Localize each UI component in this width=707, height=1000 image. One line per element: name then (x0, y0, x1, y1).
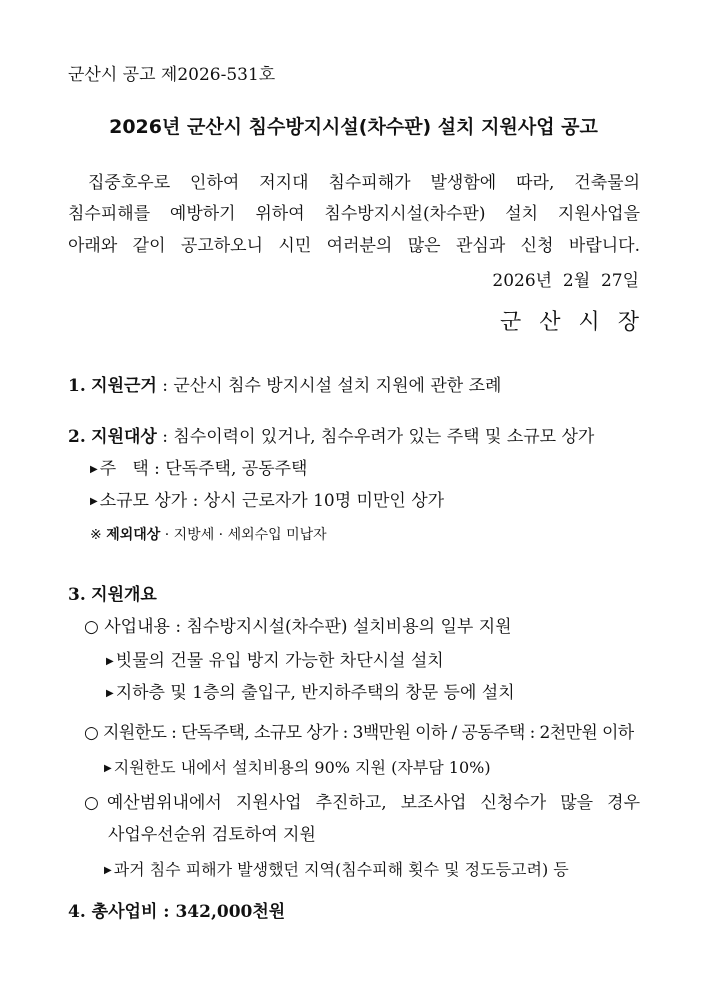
section-text: : 군산시 침수 방지시설 설치 지원에 관한 조례 (156, 376, 502, 396)
item-text: 예산범위내에서 지원사업 추진하고, 보조사업 신청수가 많을 경우 (106, 793, 640, 813)
arrow-bullet-icon: ▶ (106, 688, 114, 699)
section-heading: 지원근거 (91, 376, 157, 396)
item-text: 사업내용 : 침수방지시설(차수판) 설치비용의 일부 지원 (104, 617, 512, 637)
circle-item (84, 791, 640, 815)
section-4 (68, 900, 285, 924)
section-number: 2. (68, 427, 86, 447)
total-budget: 총사업비 : 342,000천원 (91, 902, 286, 922)
item-text: 소규모 상가 : 상시 근로자가 10명 미만인 상가 (99, 491, 445, 511)
list-item (90, 457, 307, 482)
notice-number: 군산시 공고 제2026-531호 (68, 65, 276, 85)
section-2 (68, 425, 594, 449)
section-heading: 지원대상 (91, 427, 157, 447)
page-title: 2026년 군산시 침수방지시설(차수판) 설치 지원사업 공고 (109, 116, 598, 138)
list-item (104, 858, 569, 883)
item-text: 지하층 및 1층의 출입구, 반지하주택의 창문 등에 설치 (115, 683, 515, 703)
item-text: 지원한도 내에서 설치비용의 90% 지원 (자부담 10%) (113, 758, 491, 777)
arrow-bullet-icon: ▶ (90, 464, 98, 475)
circle-item (84, 721, 634, 745)
list-item (104, 756, 491, 781)
arrow-bullet-icon: ▶ (90, 496, 98, 507)
arrow-bullet-icon: ▶ (104, 865, 112, 876)
item-text-continued: 사업우선순위 검토하여 지원 (108, 825, 316, 845)
intro-line-2: 침수피해를 예방하기 위하여 침수방지시설(차수판) 설치 지원사업을 (68, 204, 640, 224)
circle-bullet-icon: ○ (84, 793, 99, 813)
issuer: 군산시장 (499, 310, 657, 335)
list-item (106, 681, 515, 706)
arrow-bullet-icon: ▶ (104, 763, 112, 774)
section-3 (68, 583, 157, 607)
list-item (106, 649, 444, 674)
exclusion-text: · 지방세 · 세외수입 미납자 (164, 527, 327, 543)
item-text: 빗물의 건물 유입 방지 가능한 차단시설 설치 (115, 651, 444, 671)
section-number: 3. (68, 585, 86, 605)
notice-date: 2026년 2월 27일 (492, 271, 639, 291)
section-number: 1. (68, 376, 86, 396)
circle-bullet-icon: ○ (84, 617, 99, 637)
circle-item (84, 615, 512, 639)
list-item (90, 489, 444, 514)
exclusion-heading: 제외대상 (106, 527, 161, 543)
item-text: 과거 침수 피해가 발생했던 지역(침수피해 횟수 및 정도등고려) 등 (113, 860, 569, 879)
circle-bullet-icon: ○ (84, 723, 99, 743)
intro-line-1: 집중호우로 인하여 저지대 침수피해가 발생함에 따라, 건축물의 (88, 173, 640, 193)
exclusion-note (90, 523, 327, 547)
arrow-bullet-icon: ▶ (106, 656, 114, 667)
intro-line-3: 아래와 같이 공고하오니 시민 여러분의 많은 관심과 신청 바랍니다. (68, 236, 640, 256)
section-text: : 침수이력이 있거나, 침수우려가 있는 주택 및 소규모 상가 (156, 427, 595, 447)
section-heading: 지원개요 (91, 585, 157, 605)
section-number: 4. (68, 902, 86, 922)
reference-mark: ※ (90, 527, 102, 543)
section-1 (68, 374, 501, 398)
item-text: 지원한도 : 단독주택, 소규모 상가 : 3백만원 이하 / 공동주택 : 2천만원 이하 (103, 723, 634, 743)
item-text: 주 택 : 단독주택, 공동주택 (99, 459, 308, 479)
